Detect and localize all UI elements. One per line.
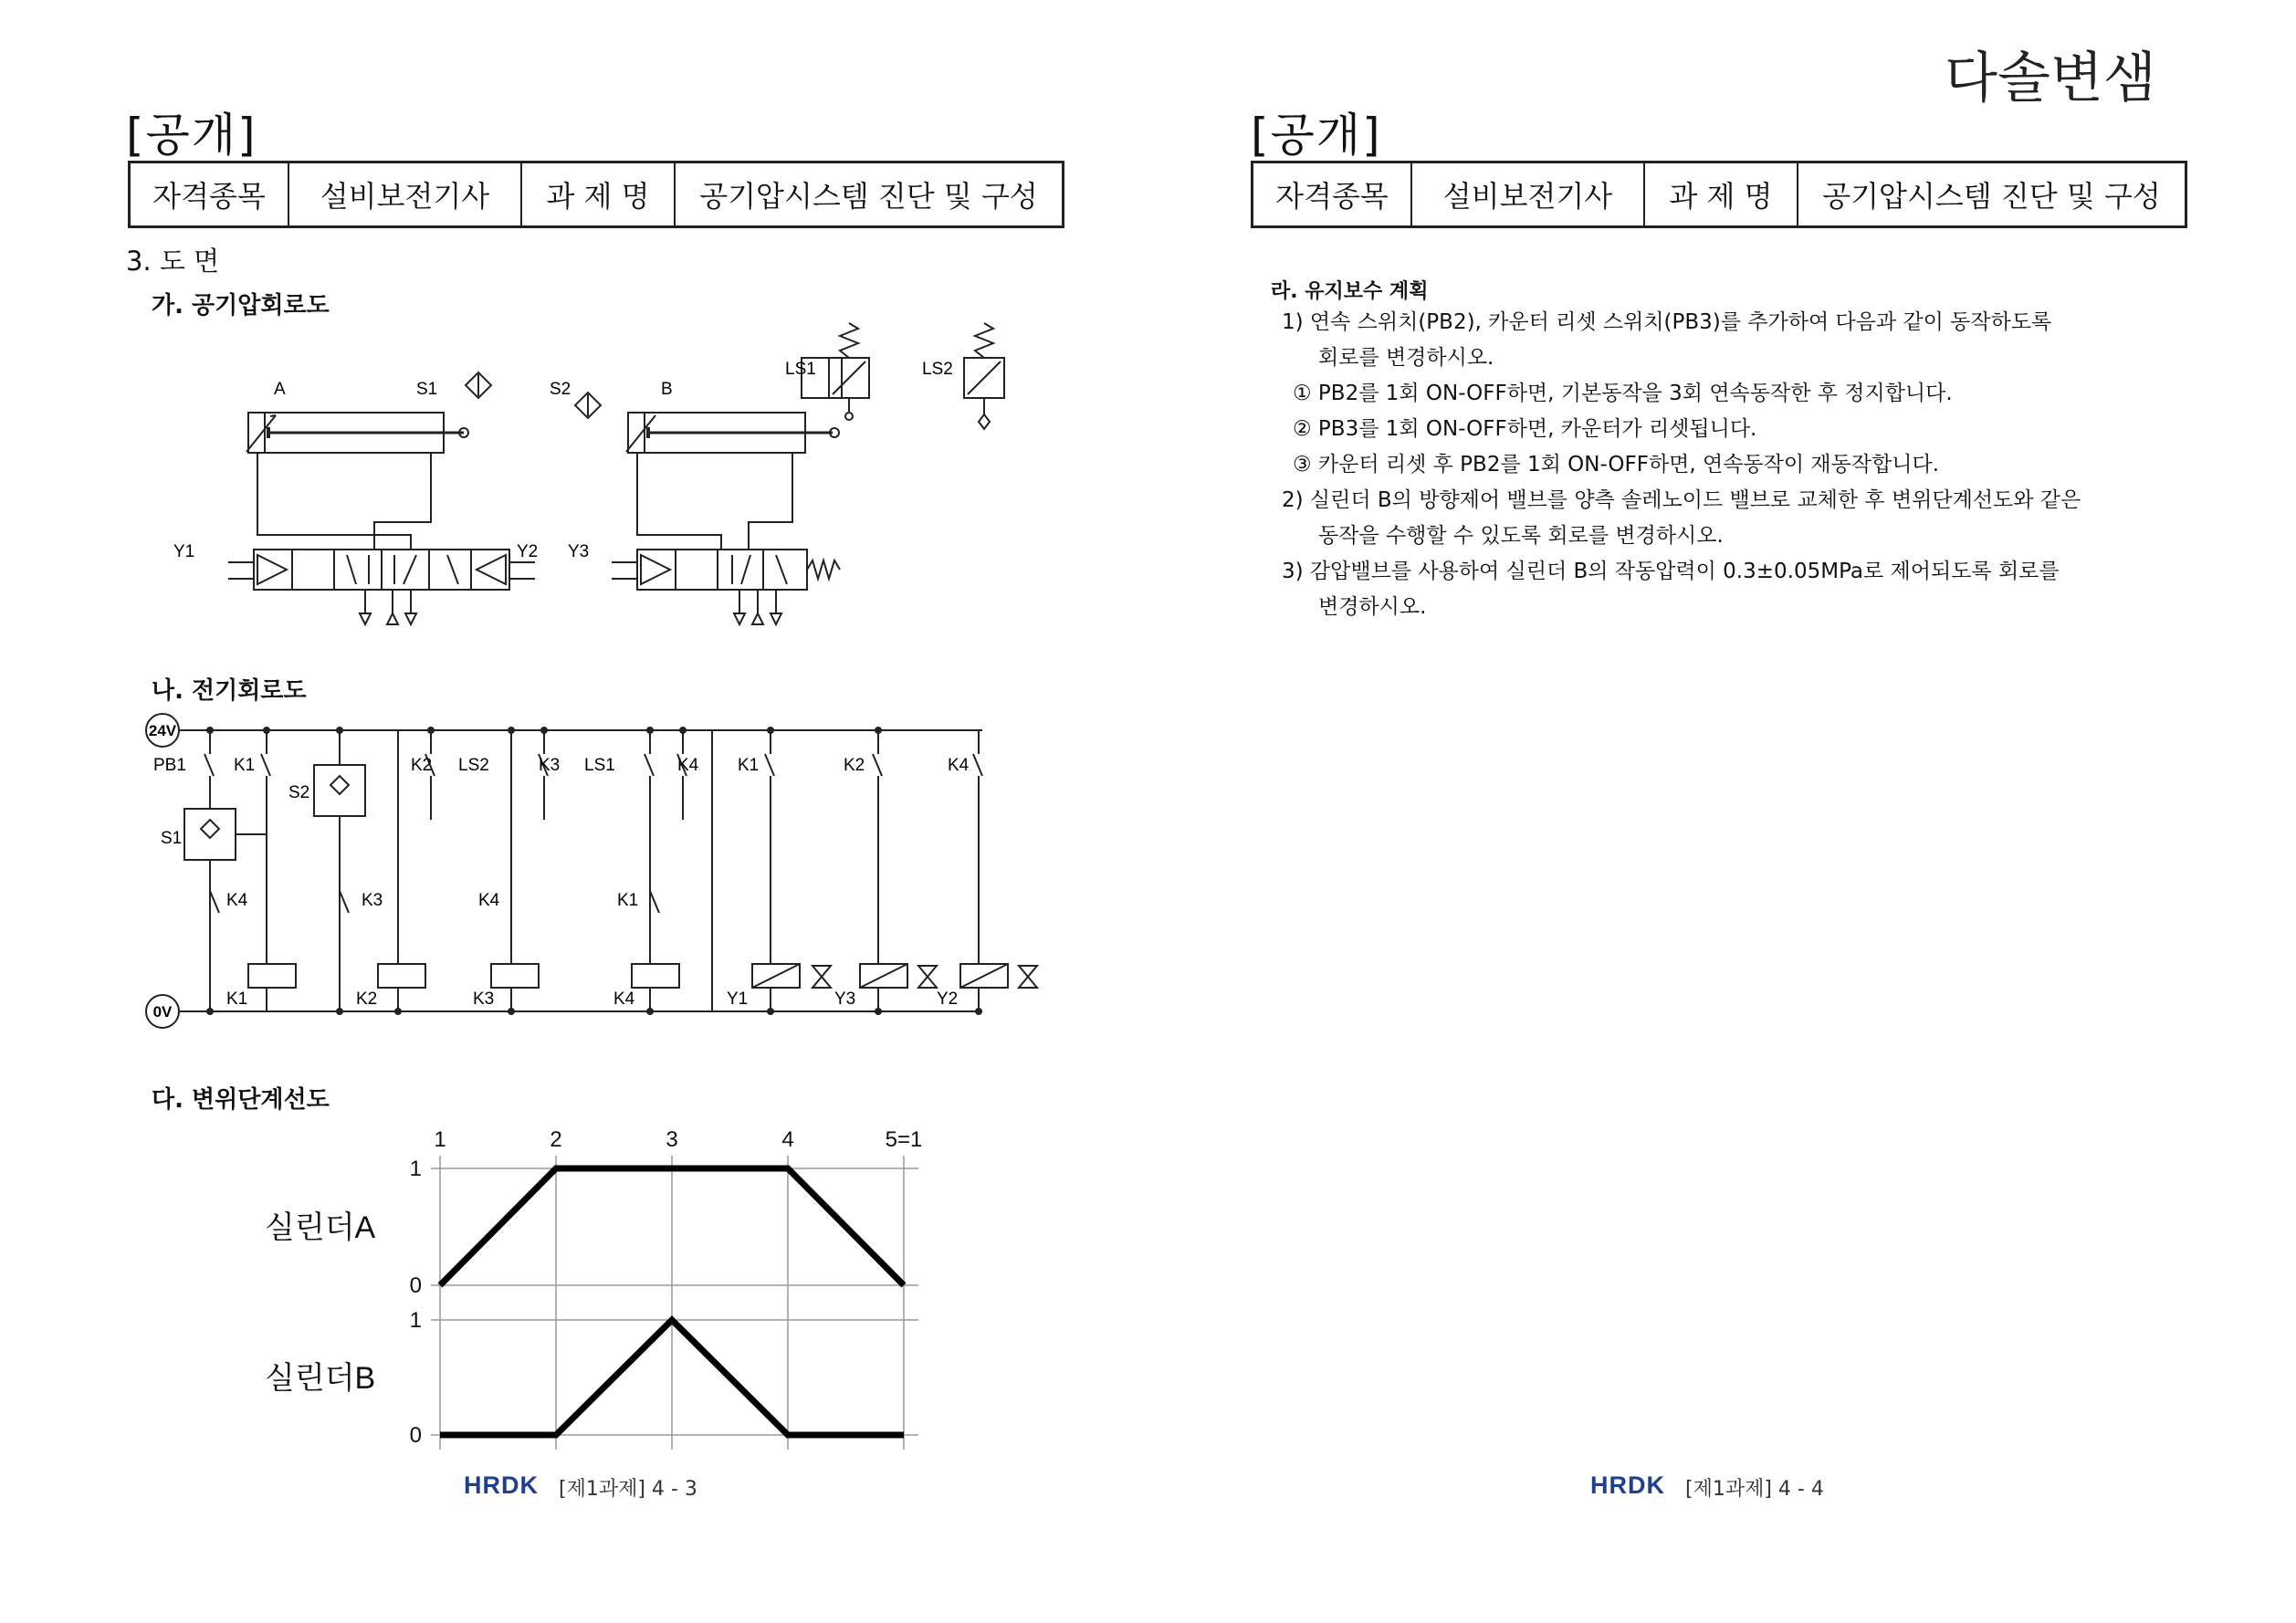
subsection-displacement: 다. 변위단계선도	[152, 1086, 330, 1114]
el-label-k2-contact-2: K2	[844, 756, 865, 775]
el-label-0v: 0V	[152, 1003, 173, 1021]
displacement-step-chart	[237, 1114, 968, 1479]
footer-page-right: [제1과제] 4 - 4	[1685, 1478, 1824, 1501]
pn-label-ls1: LS1	[785, 360, 816, 379]
el-label-k2-coil: K2	[356, 990, 378, 1009]
pn-label-y2: Y2	[517, 542, 539, 561]
maint-item-1b: ② PB3를 1회 ON-OFF하면, 카운터가 리셋됩니다.	[1293, 417, 1757, 441]
chart-ytick-label: 1	[409, 1308, 422, 1333]
maint-item-2-cont: 동작을 수행할 수 있도록 회로를 변경하시오.	[1318, 524, 1724, 548]
pn-label-a: A	[274, 380, 286, 399]
el-label-ls1: LS1	[584, 756, 615, 775]
el-label-k3-nc: K3	[362, 891, 383, 910]
header-table-left	[128, 161, 1064, 228]
task-label: 과 제 명	[1644, 162, 1798, 227]
el-label-k4-nc-2: K4	[478, 891, 500, 910]
chart-xtick-label: 3	[666, 1127, 678, 1152]
maint-item-3: 3) 감압밸브를 사용하여 실린더 B의 작동압력이 0.3±0.05MPa로 제어되도록 회로를	[1282, 560, 2060, 583]
task-value: 공기압시스템 진단 및 구성	[675, 162, 1064, 227]
task-value: 공기압시스템 진단 및 구성	[1798, 162, 2186, 227]
el-label-s1: S1	[161, 829, 183, 848]
chart-ytick-label: 0	[409, 1273, 422, 1298]
el-label-k4-nc: K4	[226, 891, 248, 910]
el-label-k1-contact-2: K1	[738, 756, 760, 775]
subsection-maintenance: 라. 유지보수 계획	[1271, 280, 1429, 303]
maint-item-1: 1) 연속 스위치(PB2), 카운터 리셋 스위치(PB3)를 추가하여 다음과 같이 동작하도록	[1282, 310, 2052, 334]
chart-xtick-label: 5=1	[885, 1127, 923, 1152]
pn-label-b: B	[661, 380, 673, 399]
chart-series-label: 실린더B	[265, 1361, 376, 1396]
el-label-k4-contact: K4	[677, 756, 699, 775]
footer-logo-left: HRDK	[464, 1471, 539, 1499]
maint-item-3-cont: 변경하시오.	[1318, 595, 1427, 619]
footer-page-left: [제1과제] 4 - 3	[559, 1478, 697, 1501]
limit-switch-ls2	[913, 319, 1059, 447]
chart-ytick-label: 0	[409, 1423, 422, 1448]
pn-label-y3: Y3	[568, 542, 590, 561]
el-label-k3-contact: K3	[539, 756, 561, 775]
el-label-k4-contact-2: K4	[948, 756, 970, 775]
el-label-y2: Y2	[937, 990, 959, 1009]
public-label-right: [공개]	[1251, 109, 1382, 162]
maint-item-2: 2) 실린더 B의 방향제어 밸브를 양측 솔레노이드 밸브로 교체한 후 변위단계선도와 같은	[1282, 488, 2081, 512]
el-label-y1: Y1	[727, 990, 749, 1009]
el-label-k4-coil: K4	[613, 990, 635, 1009]
maint-item-1c: ③ 카운터 리셋 후 PB2를 1회 ON-OFF하면, 연속동작이 재동작합니다.	[1293, 453, 1940, 476]
el-label-k3-coil: K3	[473, 990, 495, 1009]
chart-ytick-label: 1	[409, 1157, 422, 1181]
el-label-k2-contact: K2	[411, 756, 433, 775]
el-label-24v: 24V	[148, 722, 177, 739]
subsection-pneumatic: 가. 공기압회로도	[152, 292, 330, 319]
pn-label-ls2: LS2	[922, 360, 953, 379]
chart-xtick-label: 1	[434, 1127, 446, 1152]
task-label: 과 제 명	[521, 162, 675, 227]
public-label-left: [공개]	[126, 109, 257, 162]
chart-xtick-label: 2	[550, 1127, 562, 1152]
maint-item-1a: ① PB2를 1회 ON-OFF하면, 기본동작을 3회 연속동작한 후 정지합니다.	[1293, 382, 1953, 405]
el-label-k1-coil: K1	[226, 990, 248, 1009]
el-label-k1-contact: K1	[234, 756, 256, 775]
chart-series-label: 실린더A	[265, 1210, 376, 1245]
el-label-s2: S2	[288, 783, 310, 802]
qual-label: 자격종목	[130, 162, 289, 227]
subsection-electric: 나. 전기회로도	[152, 677, 307, 705]
section-title: 3. 도 면	[126, 246, 220, 277]
maint-item-1-cont: 회로를 변경하시오.	[1318, 346, 1494, 370]
el-label-y3: Y3	[834, 990, 856, 1009]
qual-value: 설비보전기사	[1411, 162, 1644, 227]
pneumatic-circuit-diagram	[173, 319, 886, 639]
watermark: 다솔변샘	[1945, 47, 2156, 110]
pn-label-y1: Y1	[173, 542, 195, 561]
electric-ladder-diagram	[142, 710, 1046, 1039]
footer-logo-right: HRDK	[1590, 1471, 1665, 1499]
el-label-pb1: PB1	[153, 756, 186, 775]
chart-xtick-label: 4	[781, 1127, 794, 1152]
pn-label-s2: S2	[550, 380, 571, 399]
header-table-right	[1251, 161, 2187, 228]
qual-value: 설비보전기사	[288, 162, 521, 227]
el-label-k1-nc: K1	[617, 891, 639, 910]
el-label-ls2: LS2	[458, 756, 489, 775]
qual-label: 자격종목	[1253, 162, 1412, 227]
pn-label-s1: S1	[416, 380, 438, 399]
